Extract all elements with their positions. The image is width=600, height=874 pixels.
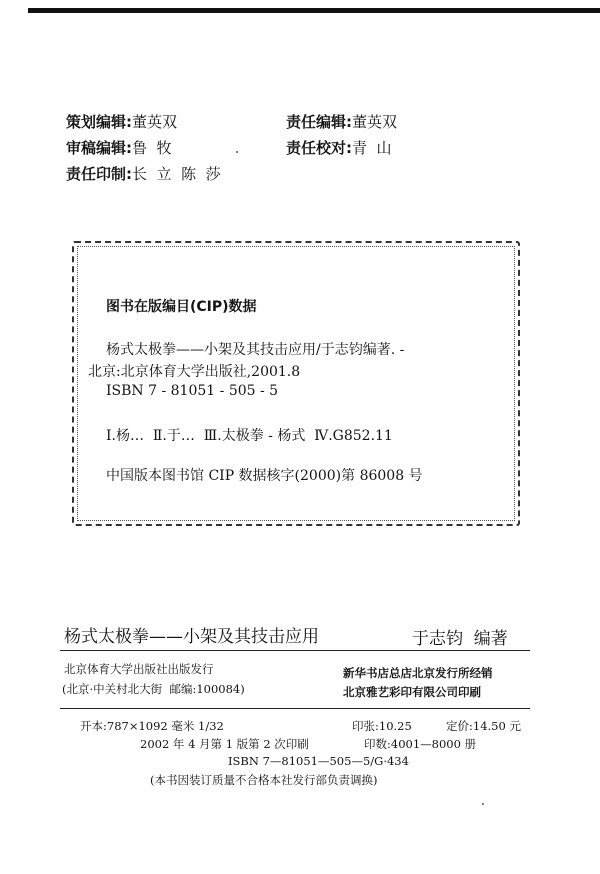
spec-sheets: 印张:10.25 <box>352 719 412 733</box>
cip-line-1: 杨式太极拳——小架及其技击应用/于志钧编著. - <box>106 342 405 358</box>
spec-format: 开本:787×1092 毫米 1/32 <box>80 719 224 733</box>
spec-edition: 2002 年 4 月第 1 版第 2 次印刷 <box>140 737 309 751</box>
rule-lower <box>60 708 530 709</box>
cip-classification: Ⅰ.杨… Ⅱ.于… Ⅲ.太极拳 - 杨式 Ⅳ.G852.11 <box>106 428 393 444</box>
publisher-line-2: (北京·中关村北大街 邮编:100084) <box>62 682 245 696</box>
responsible-editor <box>286 111 397 132</box>
book-title: 杨式太极拳——小架及其技击应用 <box>64 627 319 647</box>
responsible-editor-label: 责任编辑: <box>286 113 352 131</box>
review-editor-label: 审稿编辑: <box>66 139 132 157</box>
scan-speck <box>236 151 238 153</box>
scan-speck <box>482 803 484 805</box>
top-border-line <box>28 8 600 13</box>
responsible-printing-label: 责任印制: <box>66 165 132 183</box>
spec-isbn: ISBN 7—81051—505—5/G·434 <box>228 754 409 768</box>
cip-title: 图书在版编目(CIP)数据 <box>106 299 257 315</box>
book-author: 于志钧 编著 <box>412 629 508 649</box>
review-editor-value: 鲁 牧 <box>132 139 172 157</box>
planning-editor-label: 策划编辑: <box>66 113 132 131</box>
publisher-line-1: 北京体育大学出版社出版发行 <box>64 662 214 676</box>
spec-price: 定价:14.50 元 <box>446 719 521 733</box>
cip-line-2: 北京:北京体育大学出版社,2001.8 <box>88 364 301 380</box>
printer: 北京雅艺彩印有限公司印刷 <box>343 685 481 699</box>
responsible-proofreader <box>286 137 392 158</box>
responsible-proofreader-value: 青 山 <box>352 139 392 157</box>
cip-line-3: ISBN 7 - 81051 - 505 - 5 <box>106 383 279 399</box>
planning-editor-value: 董英双 <box>132 113 178 131</box>
rule-upper <box>60 650 530 651</box>
cip-record-number: 中国版本图书馆 CIP 数据核字(2000)第 86008 号 <box>106 468 423 484</box>
distributor: 新华书店总店北京发行所经销 <box>343 666 493 680</box>
responsible-printing-value: 长 立 陈 莎 <box>132 165 221 183</box>
responsible-proofreader-label: 责任校对: <box>286 139 352 157</box>
review-editor <box>66 137 172 158</box>
responsible-printing <box>66 163 221 184</box>
responsible-editor-value: 董英双 <box>352 113 398 131</box>
planning-editor <box>66 111 177 132</box>
spec-print-run: 印数:4001—8000 册 <box>364 737 477 751</box>
spec-notice: (本书因装订质量不合格本社发行部负责调换) <box>150 773 378 787</box>
